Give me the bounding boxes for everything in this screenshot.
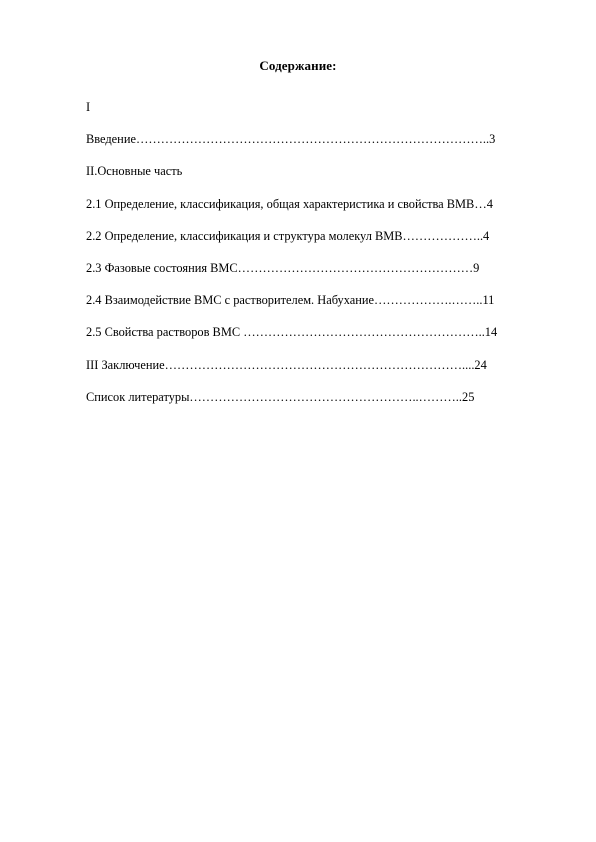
toc-section-one-heading: I [86,100,91,114]
toc-section-two-heading: II.Основные часть [86,164,183,179]
toc-entry-2-5: 2.5 Свойства растворов ВМС …………………………………………………..14 [86,325,498,340]
table-of-contents [86,99,556,421]
toc-entry-references: Список литературы………………………………………………..………..25 [86,389,475,404]
page-title: Содержание: [259,58,337,73]
toc-entry-2-3: 2.3 Фазовые состояния ВМС…………………………………………………9 [86,260,480,275]
toc-entry-introduction: Введение…………………………………………………………………………..3 [86,132,496,147]
toc-entry-conclusion: III Заключение………………………………………………………………....24 [86,357,487,372]
toc-entry-2-1: 2.1 Определение, классификация, общая характеристика и свойства ВМВ…4 [86,196,493,211]
toc-entry-2-4: 2.4 Взаимодействие ВМС с растворителем. Набухание……………….……..11 [86,293,495,308]
toc-entry-2-2: 2.2 Определение, классификация и структура молекул ВМВ………………..4 [86,228,490,243]
